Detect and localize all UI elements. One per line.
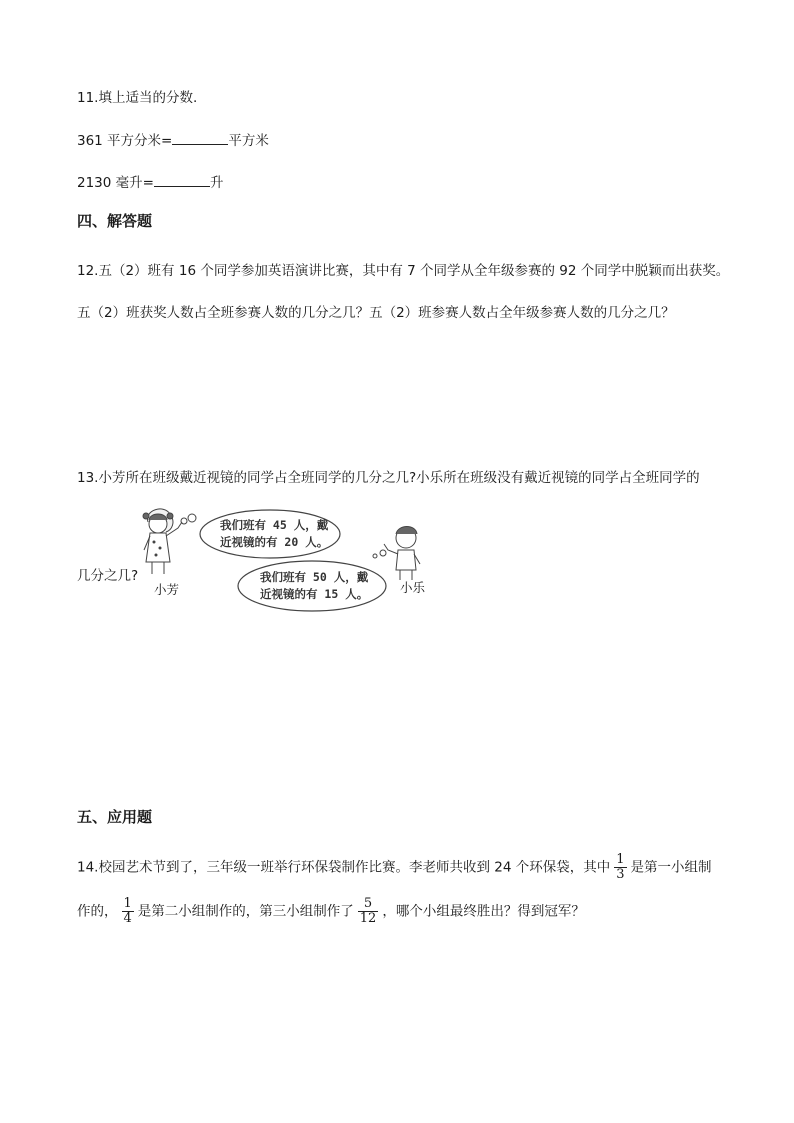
q11-line1-left: 361 平方分米= (77, 133, 173, 149)
q11-line2-left: 2130 毫升= (77, 175, 154, 191)
fraction-numerator: 1 (123, 896, 132, 911)
boy-name-label: 小乐 (400, 580, 426, 595)
fraction-denominator: 3 (616, 867, 625, 882)
q14-line2-text-start: 作的， (77, 903, 118, 920)
bubble-2-text (260, 569, 368, 603)
answer-blank-2[interactable] (154, 172, 210, 187)
boy-figure-icon (384, 527, 420, 581)
girl-figure-icon (143, 509, 182, 574)
bubble-2-line-2: 近视镜的有 15 人。 (260, 587, 369, 601)
section-4-title: 四、解答题 (77, 212, 153, 230)
q11-title: 11.填上适当的分数. (77, 90, 198, 106)
q13-line1: 13.小芳所在班级戴近视镜的同学占全班同学的几分之几?小乐所在班级没有戴近视镜的同学占全班同学的 (77, 470, 700, 486)
q13-line2: 几分之几? (77, 568, 139, 584)
fraction-one-quarter (122, 897, 134, 926)
fraction-numerator: 1 (616, 852, 625, 867)
q14-line1 (77, 853, 712, 882)
fraction-one-third (614, 853, 626, 882)
section-5-title: 五、应用题 (77, 808, 153, 826)
bubble-1-line-1: 我们班有 45 人，戴 (220, 518, 329, 532)
q11-line2 (77, 172, 223, 193)
q11-line1 (77, 130, 269, 151)
thought-dot (181, 518, 187, 524)
fraction-denominator: 4 (123, 911, 132, 926)
bubble-2-line-1: 我们班有 50 人，戴 (260, 570, 369, 584)
bubble-1-line-2: 近视镜的有 20 人。 (220, 535, 329, 549)
fraction-numerator: 5 (358, 897, 379, 912)
q12-line2: 五（2）班获奖人数占全班参赛人数的几分之几？五（2）班参赛人数占全年级参赛人数的几分之几？ (77, 305, 675, 321)
q14-line1-text: 14.校园艺术节到了，三年级一班举行环保袋制作比赛。李老师共收到 24 个环保袋，其中 (77, 859, 611, 876)
q11-line2-right: 升 (209, 175, 224, 191)
thought-dot (373, 554, 377, 558)
q11-line1-right: 平方米 (228, 133, 269, 149)
q12-line1: 12.五（2）班有 16 个同学参加英语演讲比赛，其中有 7 个同学从全年级参赛的 92 个同学中脱颖而出获奖。 (77, 263, 730, 279)
bubble-1-text (220, 517, 328, 551)
q14-line2 (77, 897, 585, 926)
q14-line2-text-end: ，哪个小组最终胜出？得到冠军？ (382, 903, 585, 920)
answer-blank-1[interactable] (172, 130, 228, 145)
q14-line2-text-mid: 是第二小组制作的，第三小组制作了 (137, 903, 354, 920)
fraction-five-twelfths (358, 897, 379, 926)
q14-line1-text-end: 是第一小组制 (630, 859, 712, 876)
q13-illustration (138, 500, 438, 618)
thought-dot (188, 514, 196, 522)
fraction-denominator: 12 (359, 911, 377, 926)
girl-name-label: 小芳 (154, 582, 180, 597)
thought-dot (380, 550, 386, 556)
